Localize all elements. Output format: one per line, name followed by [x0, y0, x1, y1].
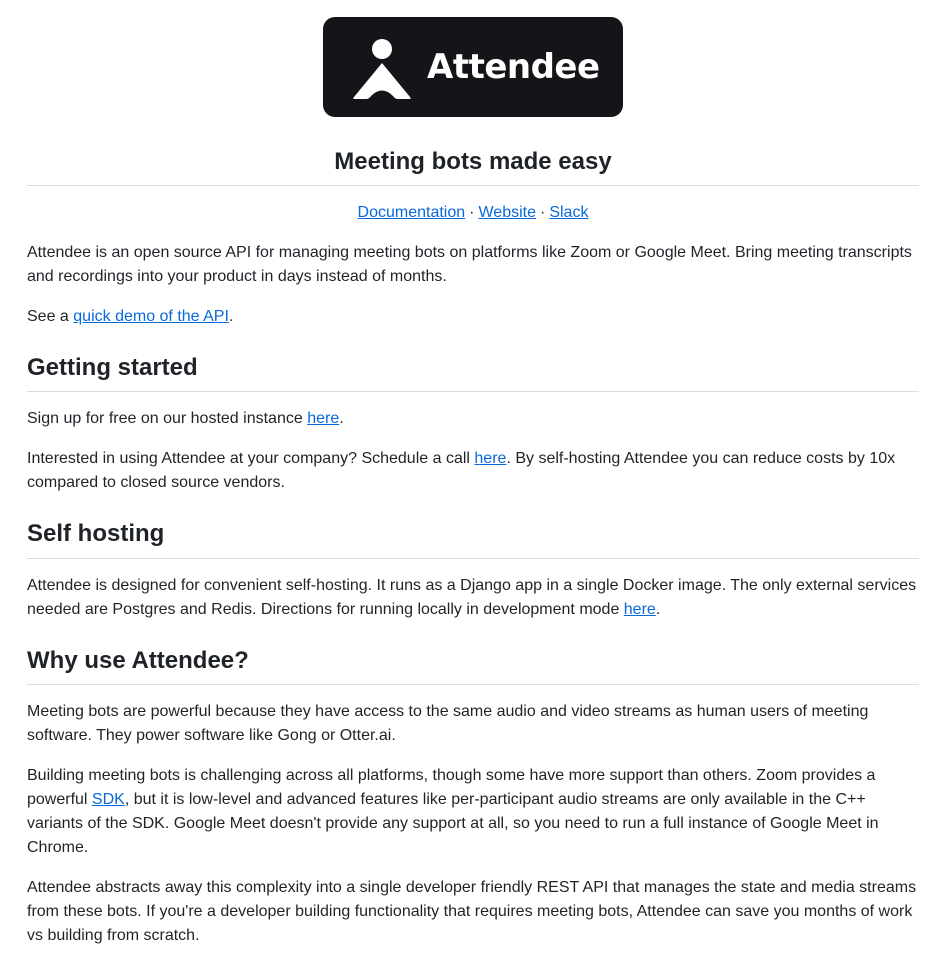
self-hosting-paragraph [27, 574, 919, 622]
why-text-end: , but it is low-level and advanced features like per-participant audio streams are only available in the C++ variants of the SDK. Google Meet doesn't provide any support at all, so you need to run a full instance of Google Meet in Chrome. [27, 791, 879, 856]
self-hosting-text-end: . [655, 601, 661, 618]
page-title: Meeting bots made easy [334, 148, 612, 175]
schedule-paragraph [27, 447, 919, 495]
why-paragraph-2 [27, 764, 919, 860]
signup-text: Sign up for free on our hosted instance [27, 410, 308, 427]
demo-link[interactable]: quick demo of the API [73, 308, 229, 325]
intro-paragraph: Attendee is an open source API for managing meeting bots on platforms like Zoom or Google Meet. Bring meeting transcripts and recordings into your product in days instead of months. [27, 244, 912, 285]
section-divider [27, 391, 919, 392]
attendee-logo [323, 17, 623, 117]
why-text: Building meeting bots is challenging across all platforms, though some have more support than others. Zoom provides a powerful [27, 767, 876, 808]
demo-text-end: . [228, 308, 234, 325]
website-link[interactable]: Website [478, 204, 536, 221]
demo-text: See a [27, 308, 74, 325]
schedule-text-end: . By self-hosting Attendee you can reduce costs by 10x compared to closed source vendors. [27, 450, 896, 491]
section-divider [27, 684, 919, 685]
sdk-link[interactable]: SDK [91, 791, 125, 808]
why-paragraph-3: Attendee abstracts away this complexity into a single developer friendly REST API that manages the state and media streams from these bots. If you're a developer building functionality that requires meeting bots, Attendee can save you months of work vs building from scratch. [27, 879, 917, 944]
schedule-call-link[interactable]: here [474, 450, 507, 467]
why-heading: Why use Attendee? [27, 647, 249, 674]
attendee-person-icon [352, 39, 414, 99]
title-divider [27, 185, 919, 186]
getting-started-heading: Getting started [27, 354, 198, 381]
link-separator: · [469, 204, 475, 221]
header-links [27, 201, 919, 225]
documentation-link[interactable]: Documentation [357, 204, 466, 221]
signup-link[interactable]: here [307, 410, 340, 427]
signup-paragraph [27, 407, 919, 431]
self-hosting-text: Attendee is designed for convenient self-hosting. It runs as a Django app in a single Docker image. The only external services needed are Postgres and Redis. Directions for running locally in development mode [27, 577, 917, 618]
self-hosting-heading: Self hosting [27, 520, 165, 547]
signup-text-end: . [339, 410, 344, 427]
logo-wordmark: Attendee [427, 47, 600, 87]
logo-container [27, 0, 919, 117]
slack-link[interactable]: Slack [549, 204, 589, 221]
readme-content [27, 0, 919, 944]
schedule-text: Interested in using Attendee at your company? Schedule a call [27, 450, 475, 467]
dev-mode-link[interactable]: here [623, 601, 656, 618]
section-divider [27, 558, 919, 559]
why-paragraph-1: Meeting bots are powerful because they have access to the same audio and video streams as human users of meeting software. They power software like Gong or Otter.ai. [27, 703, 869, 744]
demo-paragraph [27, 305, 919, 329]
link-separator: · [540, 204, 546, 221]
